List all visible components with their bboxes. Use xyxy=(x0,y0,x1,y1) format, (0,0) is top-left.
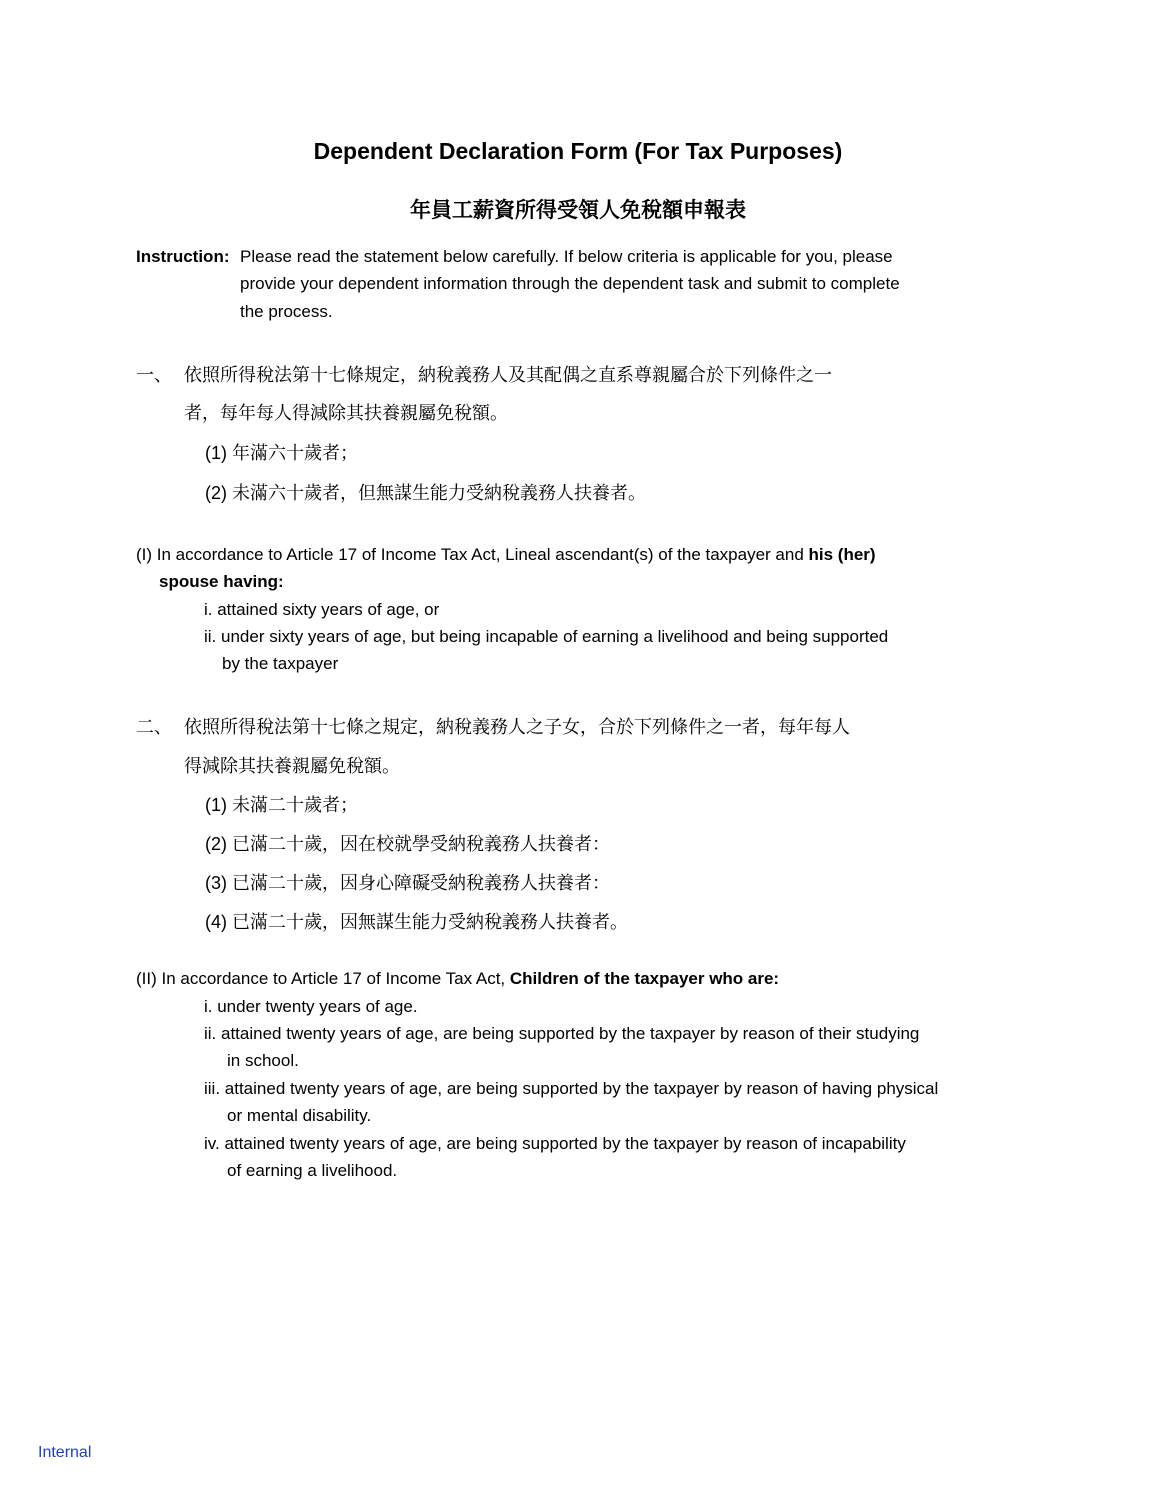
section2-en-bold: Children of the taxpayer who are: xyxy=(509,969,780,988)
page-title: Dependent Declaration Form (For Tax Purposes) xyxy=(313,138,843,164)
section1-zh-item-1: (1) 年滿六十歲者； xyxy=(205,443,358,463)
section2-en-item-3-cont: or mental disability. xyxy=(227,1106,372,1125)
section1-zh-line-2: 者，每年每人得減除其扶養親屬免稅額。 xyxy=(184,403,508,423)
section2-en-item-2: ii. attained twenty years of age, are being supported by the taxpayer by reason of their studying xyxy=(204,1024,920,1043)
section2-zh-item-4: (4) 已滿二十歲，因無謀生能力受納稅義務人扶養者。 xyxy=(205,912,628,932)
footer-classification: Internal xyxy=(38,1444,92,1461)
instruction-line-1: Please read the statement below carefully. If below criteria is applicable for you, please xyxy=(240,247,893,266)
section2-zh-item-1: (1) 未滿二十歲者； xyxy=(205,795,358,815)
section2-en-item-4: iv. attained twenty years of age, are being supported by the taxpayer by reason of incapability xyxy=(204,1134,906,1153)
section1-zh-marker: 一、 xyxy=(136,365,172,385)
section2-zh-line-2: 得減除其扶養親屬免稅額。 xyxy=(184,756,400,776)
page-subtitle-zh: 年員工薪資所得受領人免稅額申報表 xyxy=(410,199,746,222)
section1-en-intro-text: (I) In accordance to Article 17 of Income Tax Act, Lineal ascendant(s) of the taxpayer and xyxy=(136,545,809,564)
section1-zh-item-2: (2) 未滿六十歲者，但無謀生能力受納稅義務人扶養者。 xyxy=(205,483,646,503)
instruction-line-3: the process. xyxy=(240,302,333,321)
section1-zh-line-1: 依照所得稅法第十七條規定，納稅義務人及其配偶之直系尊親屬合於下列條件之一 xyxy=(184,365,832,385)
section2-zh-marker: 二、 xyxy=(136,717,172,737)
section1-en-intro xyxy=(136,541,876,568)
section2-en-intro-text: (II) In accordance to Article 17 of Income Tax Act, xyxy=(136,969,510,988)
section1-en-item-2-cont: by the taxpayer xyxy=(222,654,339,673)
section2-en-item-4-cont: of earning a livelihood. xyxy=(227,1161,398,1180)
section2-en-intro xyxy=(136,965,779,992)
section2-zh-line-1: 依照所得稅法第十七條之規定，納稅義務人之子女，合於下列條件之一者，每年每人 xyxy=(184,717,850,737)
section1-en-item-2: ii. under sixty years of age, but being incapable of earning a livelihood and being supported xyxy=(204,627,889,646)
section2-en-item-2-cont: in school. xyxy=(227,1051,299,1070)
section2-zh-item-2: (2) 已滿二十歲，因在校就學受納稅義務人扶養者： xyxy=(205,834,610,854)
section1-en-bold-1: his (her) xyxy=(808,545,876,564)
section2-en-item-1: i. under twenty years of age. xyxy=(204,997,418,1016)
instruction-line-2: provide your dependent information through the dependent task and submit to complete xyxy=(240,274,900,293)
instruction-label: Instruction: xyxy=(136,247,230,266)
section2-en-item-3: iii. attained twenty years of age, are being supported by the taxpayer by reason of having physical xyxy=(204,1079,939,1098)
section2-zh-item-3: (3) 已滿二十歲，因身心障礙受納稅義務人扶養者： xyxy=(205,873,610,893)
section1-en-bold-2: spouse having: xyxy=(159,572,284,591)
section1-en-item-1: i. attained sixty years of age, or xyxy=(204,600,440,619)
